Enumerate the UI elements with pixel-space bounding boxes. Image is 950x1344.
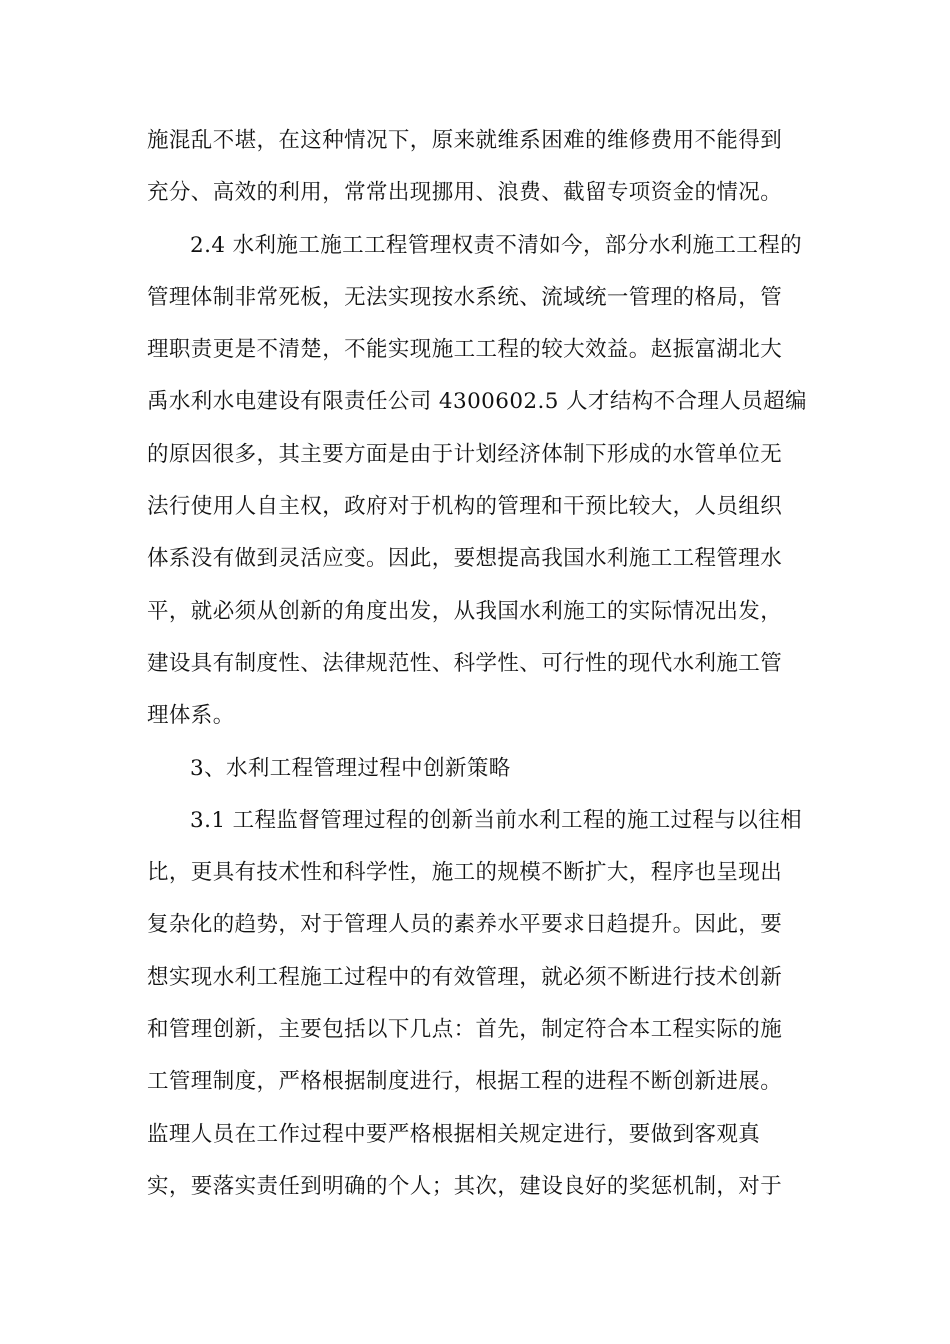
text-line: 监理人员在工作过程中要严格根据相关规定进行，要做到客观真 bbox=[147, 1121, 761, 1147]
text-line: 比，更具有技术性和科学性，施工的规模不断扩大，程序也呈现出 bbox=[147, 860, 783, 886]
text-line: 想实现水利工程施工过程中的有效管理，就必须不断进行技术创新 bbox=[147, 964, 783, 990]
text-line: 的原因很多，其主要方面是由于计划经济体制下形成的水管单位无 bbox=[147, 441, 783, 467]
body-text bbox=[147, 115, 807, 1213]
text-line: 充分、高效的利用，常常出现挪用、浪费、截留专项资金的情况。 bbox=[147, 180, 783, 206]
text-line: 禹水利水电建设有限责任公司 4300602.5 人才结构不合理人员超编 bbox=[147, 389, 807, 415]
text-line: 和管理创新，主要包括以下几点：首先，制定符合本工程实际的施 bbox=[147, 1017, 783, 1043]
text-line: 施混乱不堪，在这种情况下，原来就维系困难的维修费用不能得到 bbox=[147, 128, 783, 153]
text-line: 工管理制度，严格根据制度进行，根据工程的进程不断创新进展。 bbox=[147, 1069, 783, 1095]
text-line: 体系没有做到灵活应变。因此，要想提高我国水利施工工程管理水 bbox=[147, 546, 783, 572]
text-line: 复杂化的趋势，对于管理人员的素养水平要求日趋提升。因此，要 bbox=[147, 912, 783, 938]
section-heading-2-4: 2.4 水利施工施工工程管理权责不清如今，部分水利施工工程的 bbox=[190, 232, 803, 258]
text-line: 管理体制非常死板，无法实现按水系统、流域统一管理的格局，管 bbox=[147, 284, 783, 310]
text-line: 实，要落实责任到明确的个人；其次，建设良好的奖惩机制，对于 bbox=[147, 1173, 783, 1199]
text-line: 理职责更是不清楚，不能实现施工工程的较大效益。赵振富湖北大 bbox=[147, 337, 783, 363]
text-line: 平，就必须从创新的角度出发，从我国水利施工的实际情况出发， bbox=[147, 598, 783, 624]
section-heading-3: 3、水利工程管理过程中创新策略 bbox=[190, 755, 511, 781]
section-heading-3-1: 3.1 工程监督管理过程的创新当前水利工程的施工过程与以往相 bbox=[190, 807, 803, 833]
text-line: 法行使用人自主权，政府对于机构的管理和干预比较大，人员组织 bbox=[147, 494, 783, 520]
text-line: 建设具有制度性、法律规范性、科学性、可行性的现代水利施工管 bbox=[147, 650, 783, 676]
text-line: 理体系。 bbox=[147, 703, 235, 729]
